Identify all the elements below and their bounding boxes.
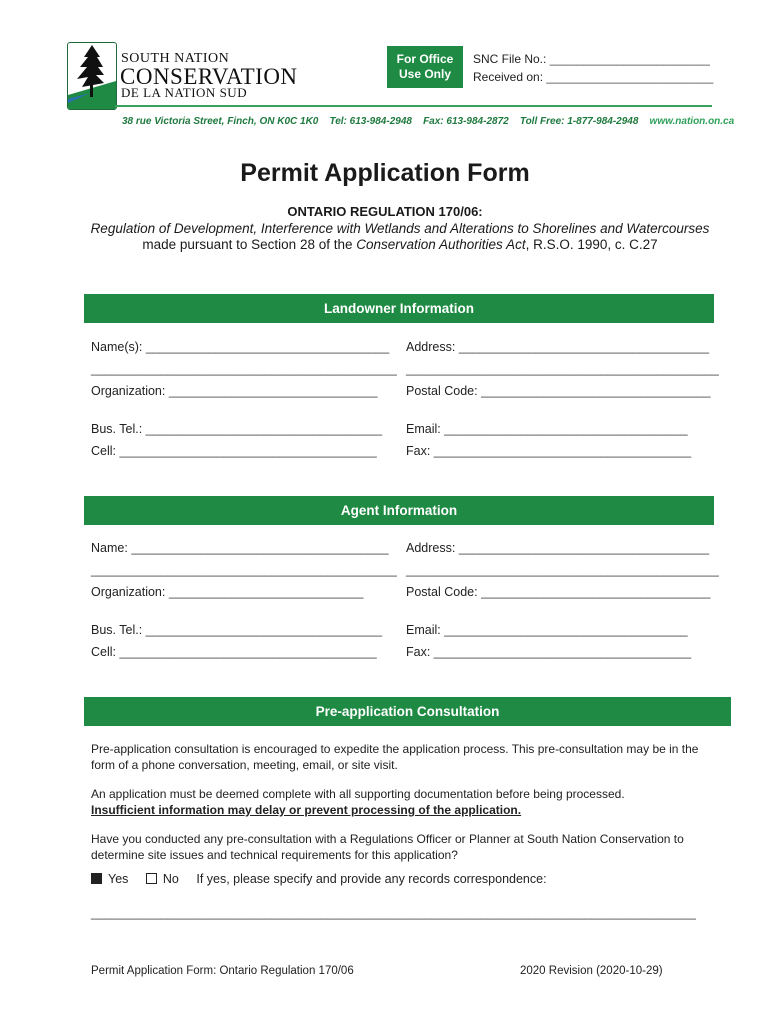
landowner-fax-blank: _____________________________________ [433, 444, 692, 458]
contact-line [122, 116, 734, 127]
landowner-section-header: Landowner Information [84, 294, 714, 323]
landowner-email-label: Email: [406, 422, 441, 436]
landowner-address-field[interactable] [406, 340, 709, 354]
agent-organization-field[interactable] [91, 585, 364, 599]
snc-file-label: SNC File No.: [473, 52, 547, 66]
agent-bustel-field[interactable] [91, 623, 382, 637]
consultation-question: Have you conducted any pre-consultation with a Regulations Officer or Planner at South Nation Conservation to determine site issues and technical requirements for this application? [91, 832, 684, 862]
contact-website-link[interactable]: www.nation.on.ca [649, 116, 735, 127]
agent-organization-label: Organization: [91, 585, 166, 599]
agent-email-field[interactable] [406, 623, 688, 637]
consultation-warning-text: Insufficient information may delay or prevent processing of the application. [91, 803, 522, 817]
consultation-completeness-text: An application must be deemed complete with all supporting documentation before being processed. [91, 787, 625, 801]
agent-section-header: Agent Information [84, 496, 714, 525]
consultation-paragraph-2 [91, 786, 721, 818]
specify-label: If yes, please specify and provide any records correspondence: [196, 872, 547, 886]
landowner-email-field[interactable] [406, 422, 688, 436]
agent-postal-label: Postal Code: [406, 585, 478, 599]
yes-option[interactable] [91, 872, 128, 886]
landowner-bustel-blank: __________________________________ [145, 422, 383, 436]
brand-line-2: CONSERVATION [120, 64, 298, 89]
landowner-organization-label: Organization: [91, 384, 166, 398]
office-use-line-1: For Office [396, 52, 454, 66]
consultation-section-header: Pre-application Consultation [84, 697, 731, 726]
agent-name-line-2[interactable]: ____________________________________________ [91, 563, 397, 577]
yes-label: Yes [108, 872, 129, 886]
agent-name-label: Name: [91, 541, 128, 555]
agent-cell-label: Cell: [91, 645, 117, 659]
brand-line-3: DE LA NATION SUD [121, 85, 248, 100]
received-on-blank: _________________________ [546, 70, 714, 84]
agent-cell-blank: _____________________________________ [119, 645, 377, 659]
snc-file-blank: ________________________ [549, 52, 710, 66]
landowner-fax-field[interactable] [406, 444, 691, 458]
landowner-postal-blank: _________________________________ [481, 384, 711, 398]
contact-tollfree: Toll Free: 1-877-984-2948 [519, 116, 639, 127]
agent-address-field[interactable] [406, 541, 709, 555]
snc-file-field[interactable] [473, 52, 710, 66]
regulation-act-name: Conservation Authorities Act [356, 237, 526, 252]
yes-checkbox[interactable] [91, 873, 102, 884]
landowner-names-field[interactable] [91, 340, 389, 354]
agent-email-label: Email: [406, 623, 441, 637]
agent-name-blank: _____________________________________ [131, 541, 389, 555]
landowner-names-label: Name(s): [91, 340, 143, 354]
office-use-line-2: Use Only [398, 67, 452, 81]
agent-email-blank: ___________________________________ [444, 623, 688, 637]
landowner-organization-field[interactable] [91, 384, 377, 398]
agent-bustel-label: Bus. Tel.: [91, 623, 143, 637]
agent-address-label: Address: [406, 541, 456, 555]
contact-fax: Fax: 613-984-2872 [423, 116, 509, 127]
landowner-bustel-field[interactable] [91, 422, 382, 436]
received-on-field[interactable] [473, 70, 713, 84]
landowner-cell-label: Cell: [91, 444, 117, 458]
regulation-act-line [60, 237, 740, 252]
agent-cell-field[interactable] [91, 645, 377, 659]
contact-tel: Tel: 613-984-2948 [329, 116, 412, 127]
regulation-subtitle: Regulation of Development, Interference with Wetlands and Alterations to Shorelines and Watercourses [90, 221, 710, 236]
landowner-postal-field[interactable] [406, 384, 710, 398]
agent-fax-blank: _____________________________________ [433, 645, 692, 659]
landowner-cell-blank: _____________________________________ [119, 444, 377, 458]
agent-address-blank: ____________________________________ [458, 541, 710, 555]
consultation-answer-row [91, 872, 547, 886]
agent-organization-blank: ____________________________ [168, 585, 364, 599]
agent-postal-blank: _________________________________ [481, 585, 711, 599]
page-title: Permit Application Form [240, 159, 530, 187]
landowner-names-blank: ___________________________________ [145, 340, 390, 354]
regulation-made-prefix: made pursuant to Section 28 of the [142, 237, 357, 252]
office-use-box [387, 46, 463, 88]
landowner-organization-blank: ______________________________ [168, 384, 378, 398]
agent-name-field[interactable] [91, 541, 389, 555]
no-option[interactable] [146, 872, 179, 886]
landowner-bustel-label: Bus. Tel.: [91, 422, 143, 436]
tree-logo-icon [68, 43, 116, 109]
contact-address: 38 rue Victoria Street, Finch, ON K0C 1K0 [122, 116, 319, 127]
no-label: No [162, 872, 179, 886]
snc-logo [67, 42, 117, 110]
agent-postal-field[interactable] [406, 585, 710, 599]
footer-revision: 2020 Revision (2020-10-29) [520, 965, 663, 977]
brand-line-1: SOUTH NATION [121, 51, 230, 66]
specify-records-line[interactable]: _______________________________________________________________________________________ [91, 906, 696, 920]
agent-address-line-2[interactable]: _____________________________________________ [406, 563, 719, 577]
landowner-address-line-2[interactable]: _____________________________________________ [406, 362, 719, 376]
landowner-address-label: Address: [406, 340, 456, 354]
regulation-made-suffix: , R.S.O. 1990, c. C.27 [525, 237, 658, 252]
landowner-names-line-2[interactable]: ____________________________________________ [91, 362, 397, 376]
landowner-postal-label: Postal Code: [406, 384, 478, 398]
footer-form-name: Permit Application Form: Ontario Regulation 170/06 [91, 965, 354, 977]
header-rule [115, 105, 712, 107]
no-checkbox[interactable] [146, 873, 157, 884]
received-on-label: Received on: [473, 70, 544, 84]
consultation-paragraph-1: Pre-application consultation is encouraged to expedite the application process. This pre-consultation may be in the form of a phone conversation, meeting, email, or site visit. [91, 742, 699, 772]
landowner-cell-field[interactable] [91, 444, 377, 458]
agent-fax-label: Fax: [406, 645, 431, 659]
landowner-email-blank: ___________________________________ [444, 422, 688, 436]
agent-bustel-blank: __________________________________ [145, 623, 383, 637]
agent-fax-field[interactable] [406, 645, 691, 659]
regulation-heading: ONTARIO REGULATION 170/06: [287, 204, 483, 219]
landowner-fax-label: Fax: [406, 444, 431, 458]
landowner-address-blank: ____________________________________ [458, 340, 710, 354]
